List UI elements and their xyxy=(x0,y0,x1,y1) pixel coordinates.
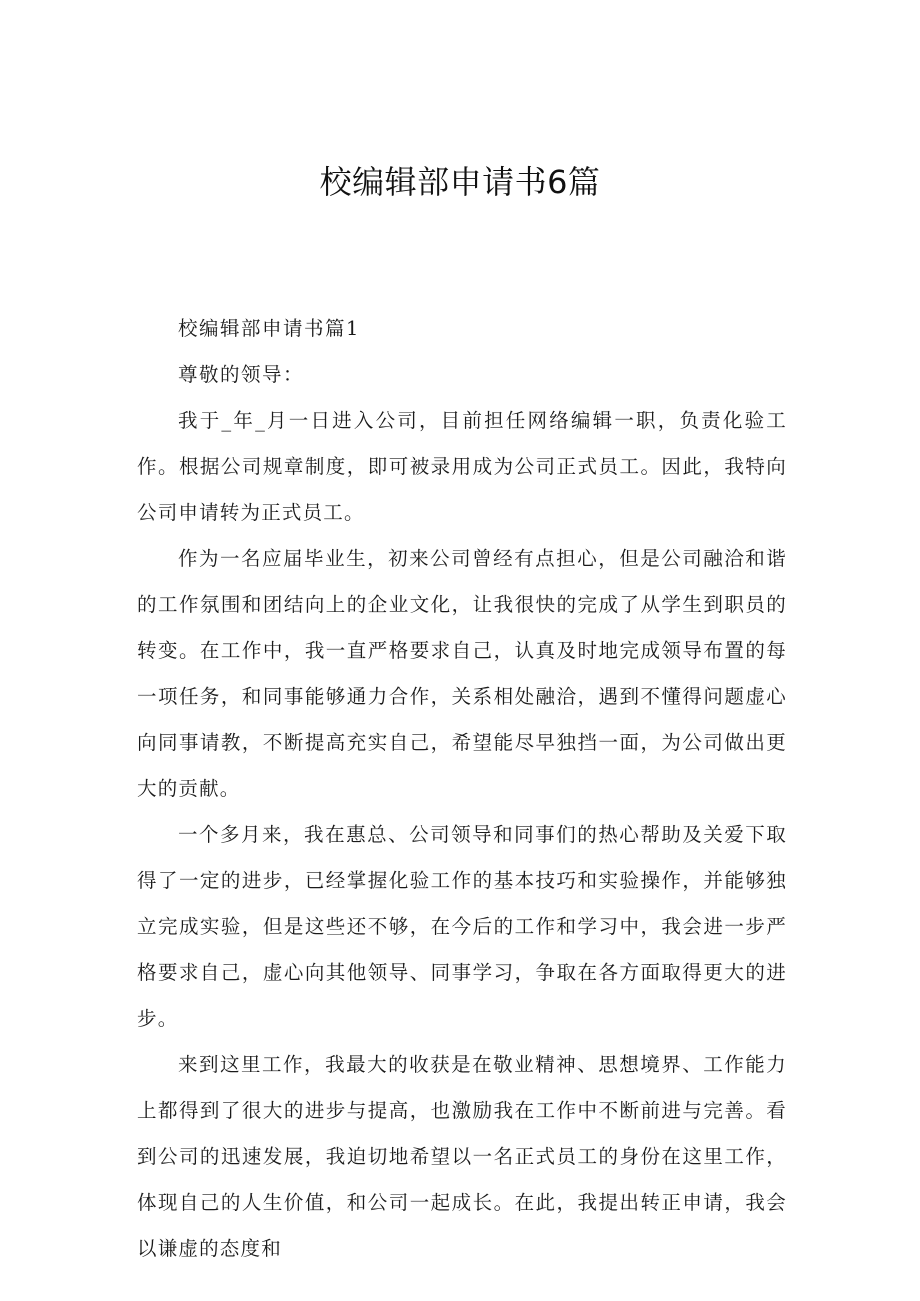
paragraph-2: 作为一名应届毕业生，初来公司曾经有点担心，但是公司融洽和谐的工作氛围和团结向上的企业文化，让我很快的完成了从学生到职员的转变。在工作中，我一直严格要求自己，认真及时地完成领导布置的每一项任务，和同事能够通力合作，关系相处融洽，遇到不懂得问题虚心向同事请教，不断提高充实自己，希望能尽早独挡一面，为公司做出更大的贡献。 xyxy=(137,547,787,800)
paragraph-3: 一个多月来，我在惠总、公司领导和同事们的热心帮助及关爱下取得了一定的进步，已经掌握化验工作的基本技巧和实验操作，并能够独立完成实验，但是这些还不够，在今后的工作和学习中，我会进一步严格要求自己，虚心向其他领导、同事学习，争取在各方面取得更大的进步。 xyxy=(137,823,787,1030)
section-heading: 校编辑部申请书篇1 xyxy=(178,317,360,340)
document-body xyxy=(137,306,787,1272)
paragraph-4: 来到这里工作，我最大的收获是在敬业精神、思想境界、工作能力上都得到了很大的进步与提高，也激励我在工作中不断前进与完善。看到公司的迅速发展，我迫切地希望以一名正式员工的身份在这里工作，体现自己的人生价值，和公司一起成长。在此，我提出转正申请，我会以谦虚的态度和 xyxy=(137,1053,787,1260)
document-title: 校编辑部申请书6篇 xyxy=(319,163,601,201)
paragraph-1: 我于_年_月一日进入公司，目前担任网络编辑一职，负责化验工作。根据公司规章制度，即可被录用成为公司正式员工。因此，我特向公司申请转为正式员工。 xyxy=(137,409,787,524)
salutation: 尊敬的领导： xyxy=(178,363,305,386)
